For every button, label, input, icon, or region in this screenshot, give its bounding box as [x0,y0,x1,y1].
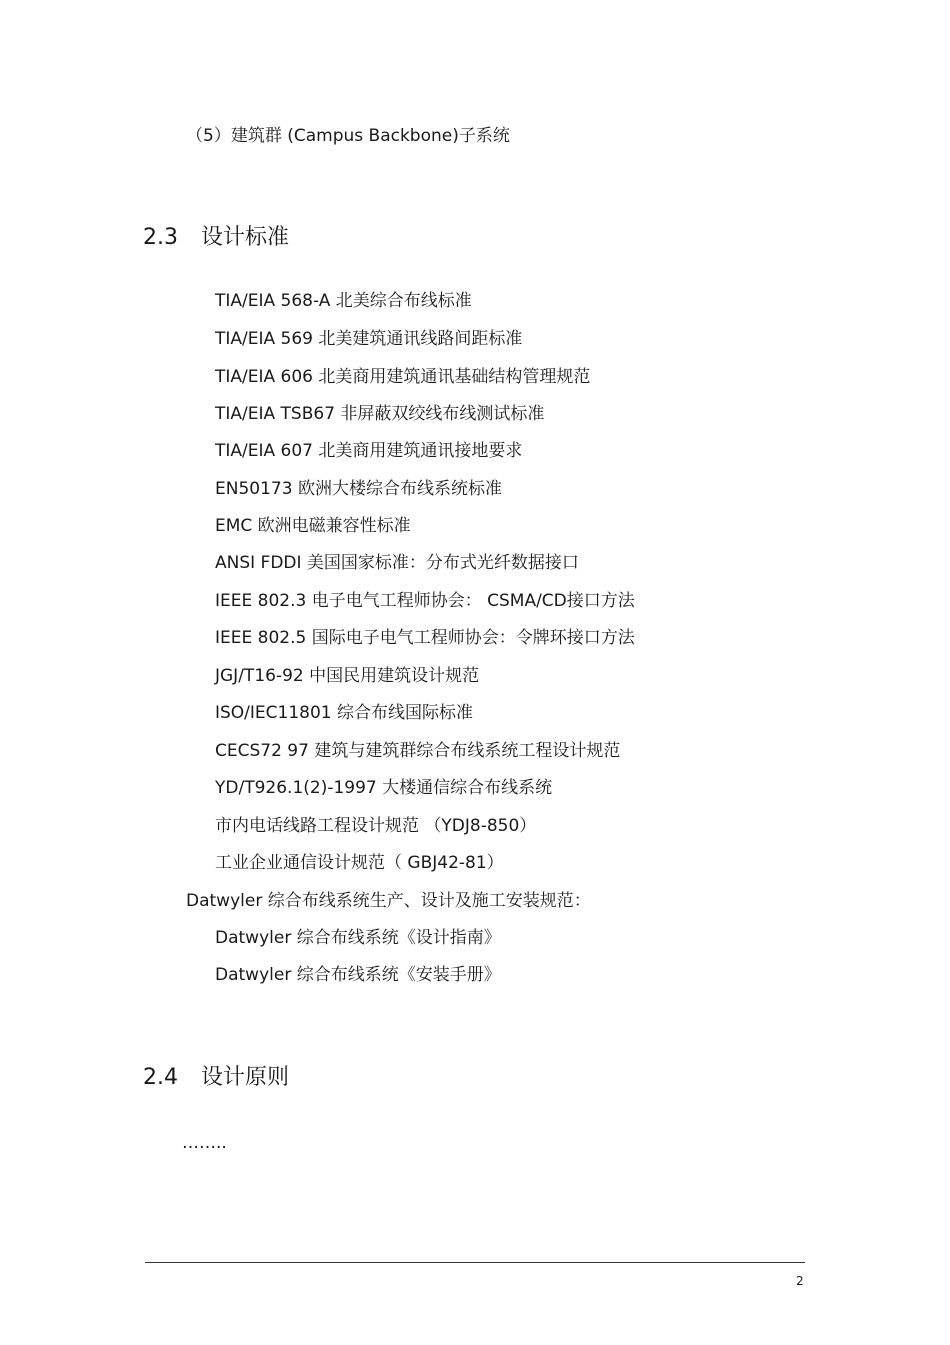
standard-item: IEEE 802.3 电子电气工程师协会： CSMA/CD接口方法 [215,591,635,611]
footer-divider [145,1262,805,1263]
standard-item: CECS72 97 建筑与建筑群综合布线系统工程设计规范 [215,741,621,761]
standard-item: YD/T926.1(2)-1997 大楼通信综合布线系统 [215,778,553,798]
standard-item: TIA/EIA TSB67 非屏蔽双绞线布线测试标准 [215,404,545,424]
ellipsis-text: …….. [182,1133,227,1153]
section-title: 设计原则 [201,1065,290,1090]
standard-item: EMC 欧洲电磁兼容性标准 [215,516,411,536]
standard-item: TIA/EIA 607 北美商用建筑通讯接地要求 [215,441,523,461]
section-heading-2-4 [143,1064,289,1092]
standard-item: IEEE 802.5 国际电子电气工程师协会：令牌环接口方法 [215,628,635,648]
section-number: 2.3 [143,225,178,250]
standard-item: 市内电话线路工程设计规范 （YDJ8-850） [215,816,537,836]
section-heading-2-3 [143,224,289,252]
page-number: 2 [796,1274,804,1288]
standard-item: TIA/EIA 606 北美商用建筑通讯基础结构管理规范 [215,367,591,387]
datwyler-heading: Datwyler 综合布线系统生产、设计及施工安装规范： [186,891,591,911]
standard-item: ANSI FDDI 美国国家标准：分布式光纤数据接口 [215,553,579,573]
intro-line: （5）建筑群 (Campus Backbone)子系统 [186,126,510,146]
section-title: 设计标准 [201,225,290,250]
standard-item: EN50173 欧洲大楼综合布线系统标准 [215,479,502,499]
datwyler-item: Datwyler 综合布线系统《设计指南》 [215,928,501,948]
standard-item: JGJ/T16-92 中国民用建筑设计规范 [215,666,480,686]
standard-item: TIA/EIA 569 北美建筑通讯线路间距标准 [215,329,523,349]
datwyler-item: Datwyler 综合布线系统《安装手册》 [215,965,501,985]
standard-item: TIA/EIA 568-A 北美综合布线标准 [215,291,472,311]
standard-item: ISO/IEC11801 综合布线国际标准 [215,703,474,723]
standard-item: 工业企业通信设计规范（ GBJ42-81） [215,853,504,873]
section-number: 2.4 [143,1065,178,1090]
